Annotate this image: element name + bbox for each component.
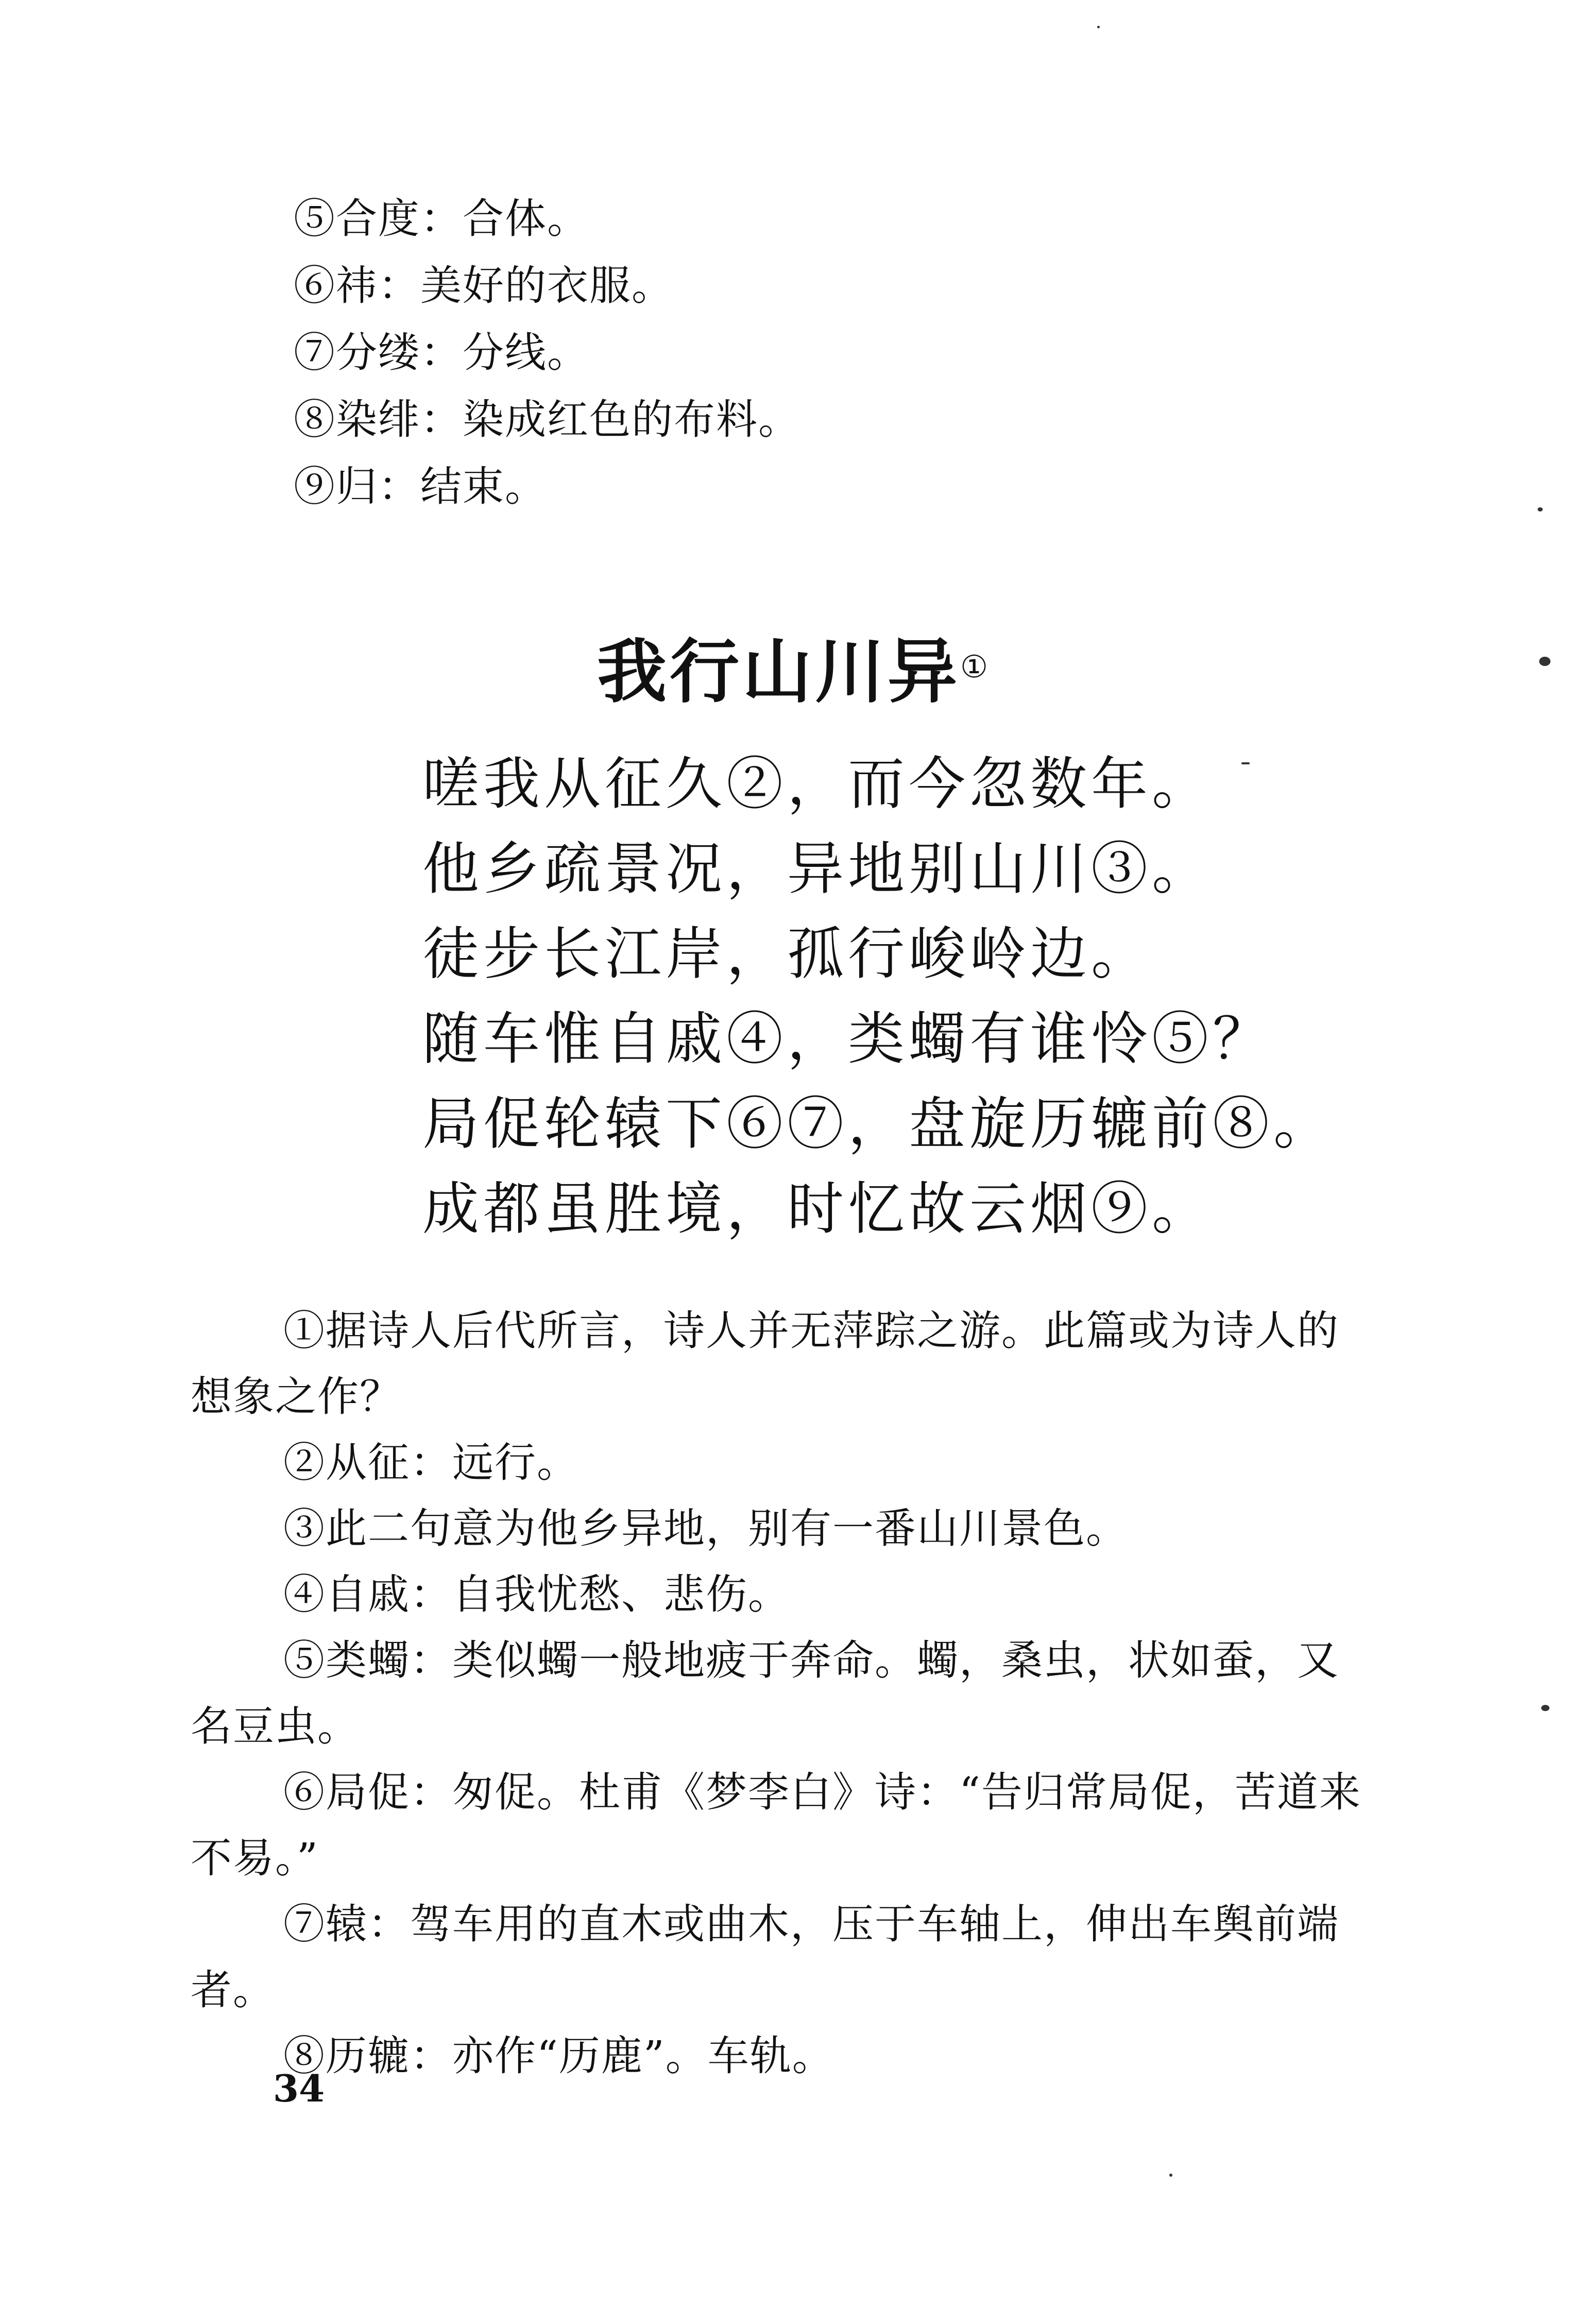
poem-title <box>0 628 1585 716</box>
note-item: ⑦分缕：分线。 <box>294 329 589 377</box>
poem-line: 成都虽胜境，时忆故云烟⑨。 <box>422 1176 1213 1242</box>
title-note-mark: ① <box>960 649 988 685</box>
poem-line: 嗟我从征久②，而今忽数年。 <box>422 751 1213 817</box>
poem-body <box>422 742 1401 1252</box>
note-item: ⑥祎：美好的衣服。 <box>294 262 674 310</box>
poem-title-text: 我行山川异 <box>597 631 961 712</box>
note-item: ①据诗人后代所言，诗人并无萍踪之游。此篇或为诗人的想象之作？ <box>191 1307 1339 1421</box>
note-item: ④自戚：自我忧愁、悲伤。 <box>283 1570 790 1618</box>
poem-line: 随车惟自戚④，类蠋有谁怜⑤？ <box>422 1006 1273 1072</box>
scan-speck <box>1539 657 1550 666</box>
note-item: ⑤合度：合体。 <box>294 195 589 243</box>
scan-speck <box>1169 2174 1172 2177</box>
note-item: ⑦辕：驾车用的直木或曲木，压于车轴上，伸出车舆前端者。 <box>191 1900 1339 2014</box>
note-item: ⑨归：结束。 <box>294 463 547 510</box>
note-item: ⑤类蠋：类似蠋一般地疲于奔命。蠋，桑虫，状如蚕，又名豆虫。 <box>191 1636 1339 1750</box>
note-item: ③此二句意为他乡异地，别有一番山川景色。 <box>283 1505 1128 1552</box>
scan-speck <box>1241 762 1250 764</box>
scan-speck <box>1538 507 1543 511</box>
poem-line: 局促轮辕下⑥⑦，盘旋历辘前⑧。 <box>422 1091 1334 1157</box>
scan-speck <box>1097 26 1100 28</box>
scan-speck <box>1541 1705 1549 1711</box>
note-item: ⑧历辘：亦作“历鹿”。车轨。 <box>283 2032 834 2080</box>
poem-line: 他乡疏景况，异地别山川③。 <box>422 836 1213 902</box>
page-number: 34 <box>273 2066 325 2110</box>
note-item: ⑥局促：匆促。杜甫《梦李白》诗：“告归常局促，苦道来不易。” <box>191 1768 1361 1882</box>
note-item: ⑧染绯：染成红色的布料。 <box>294 396 800 443</box>
note-item: ②从征：远行。 <box>283 1439 579 1486</box>
poem-line: 徒步长江岸，孤行峻岭边。 <box>422 921 1152 987</box>
poem-notes <box>191 1298 1375 2089</box>
previous-poem-notes <box>294 185 1324 520</box>
